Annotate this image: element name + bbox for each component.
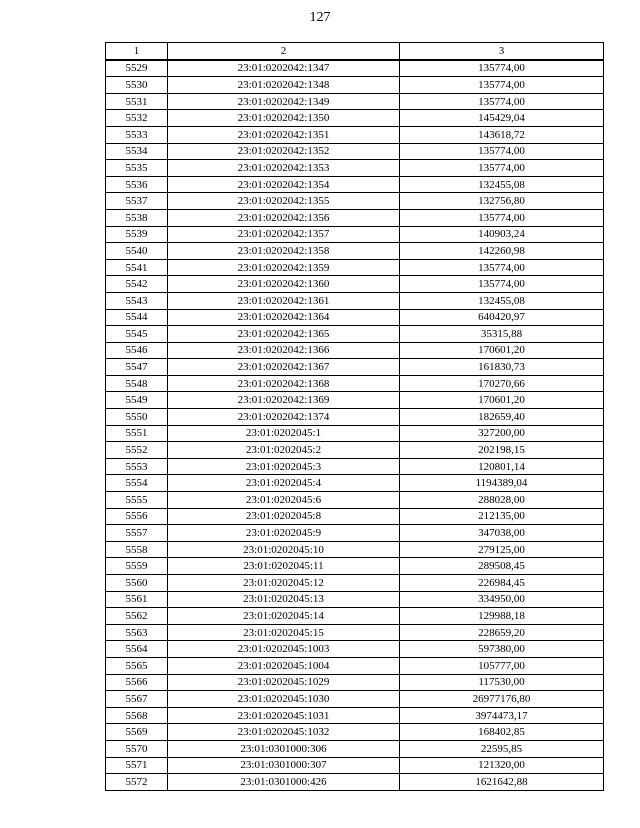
cadastral-value-cell: 135774,00 — [400, 276, 604, 293]
cadastral-value-cell: 170270,66 — [400, 375, 604, 392]
cadastral-value-cell: 289508,45 — [400, 558, 604, 575]
table-row — [106, 608, 604, 625]
row-number-cell: 5534 — [106, 143, 168, 160]
cadastral-value-cell: 132756,80 — [400, 193, 604, 210]
row-number-cell: 5544 — [106, 309, 168, 326]
cadastral-value-cell: 135774,00 — [400, 160, 604, 177]
cadastral-number-cell: 23:01:0202042:1357 — [168, 226, 400, 243]
table-row — [106, 475, 604, 492]
cadastral-value-cell: 145429,04 — [400, 110, 604, 127]
table-row — [106, 558, 604, 575]
cadastral-value-cell: 170601,20 — [400, 342, 604, 359]
cadastral-value-cell: 1194389,04 — [400, 475, 604, 492]
table-row — [106, 375, 604, 392]
table-row — [106, 525, 604, 542]
table-row — [106, 326, 604, 343]
table-header — [106, 43, 604, 60]
cadastral-number-cell: 23:01:0202042:1369 — [168, 392, 400, 409]
cadastral-value-cell: 640420,97 — [400, 309, 604, 326]
table-row — [106, 425, 604, 442]
cadastral-number-cell: 23:01:0301000:307 — [168, 757, 400, 774]
row-number-cell: 5549 — [106, 392, 168, 409]
cadastral-value-cell: 135774,00 — [400, 143, 604, 160]
table-row — [106, 359, 604, 376]
cadastral-value-cell: 182659,40 — [400, 409, 604, 426]
cadastral-value-cell: 202198,15 — [400, 442, 604, 459]
table-body — [106, 60, 604, 791]
cadastral-number-cell: 23:01:0202045:15 — [168, 624, 400, 641]
row-number-cell: 5531 — [106, 93, 168, 110]
table-row — [106, 209, 604, 226]
cadastral-number-cell: 23:01:0202042:1352 — [168, 143, 400, 160]
cadastral-value-cell: 161830,73 — [400, 359, 604, 376]
cadastral-value-cell: 135774,00 — [400, 93, 604, 110]
cadastral-number-cell: 23:01:0202045:6 — [168, 492, 400, 509]
row-number-cell: 5570 — [106, 740, 168, 757]
cadastral-number-cell: 23:01:0202045:1030 — [168, 691, 400, 708]
table-row — [106, 126, 604, 143]
table-row — [106, 508, 604, 525]
row-number-cell: 5560 — [106, 575, 168, 592]
table-row — [106, 591, 604, 608]
table-row — [106, 176, 604, 193]
cadastral-number-cell: 23:01:0202042:1356 — [168, 209, 400, 226]
table-row — [106, 392, 604, 409]
row-number-cell: 5553 — [106, 458, 168, 475]
row-number-cell: 5536 — [106, 176, 168, 193]
row-number-cell: 5541 — [106, 259, 168, 276]
cadastral-value-cell: 228659,20 — [400, 624, 604, 641]
row-number-cell: 5546 — [106, 342, 168, 359]
cadastral-number-cell: 23:01:0202042:1364 — [168, 309, 400, 326]
cadastral-number-cell: 23:01:0202045:11 — [168, 558, 400, 575]
row-number-cell: 5535 — [106, 160, 168, 177]
row-number-cell: 5547 — [106, 359, 168, 376]
cadastral-value-cell: 279125,00 — [400, 541, 604, 558]
column-header-2: 2 — [168, 43, 400, 60]
table-row — [106, 292, 604, 309]
row-number-cell: 5566 — [106, 674, 168, 691]
row-number-cell: 5550 — [106, 409, 168, 426]
table-row — [106, 492, 604, 509]
table-row — [106, 674, 604, 691]
table-row — [106, 575, 604, 592]
table-row — [106, 309, 604, 326]
row-number-cell: 5551 — [106, 425, 168, 442]
cadastral-number-cell: 23:01:0202042:1348 — [168, 77, 400, 94]
cadastral-number-cell: 23:01:0202045:1029 — [168, 674, 400, 691]
table-row — [106, 641, 604, 658]
table-row — [106, 624, 604, 641]
cadastral-value-cell: 135774,00 — [400, 60, 604, 77]
table-row — [106, 143, 604, 160]
table-row — [106, 226, 604, 243]
row-number-cell: 5558 — [106, 541, 168, 558]
row-number-cell: 5562 — [106, 608, 168, 625]
cadastral-value-cell: 117530,00 — [400, 674, 604, 691]
table-row — [106, 409, 604, 426]
row-number-cell: 5529 — [106, 60, 168, 77]
cadastral-number-cell: 23:01:0202045:14 — [168, 608, 400, 625]
cadastral-number-cell: 23:01:0202042:1351 — [168, 126, 400, 143]
row-number-cell: 5565 — [106, 657, 168, 674]
table-row — [106, 740, 604, 757]
cadastral-number-cell: 23:01:0202042:1361 — [168, 292, 400, 309]
page-number: 127 — [309, 10, 331, 25]
cadastral-number-cell: 23:01:0202045:1004 — [168, 657, 400, 674]
cadastral-value-cell: 212135,00 — [400, 508, 604, 525]
table-row — [106, 724, 604, 741]
cadastral-number-cell: 23:01:0202045:13 — [168, 591, 400, 608]
cadastral-value-cell: 120801,14 — [400, 458, 604, 475]
cadastral-number-cell: 23:01:0202045:9 — [168, 525, 400, 542]
row-number-cell: 5569 — [106, 724, 168, 741]
cadastral-number-cell: 23:01:0202042:1349 — [168, 93, 400, 110]
cadastral-value-cell: 35315,88 — [400, 326, 604, 343]
table-row — [106, 774, 604, 791]
cadastral-number-cell: 23:01:0202042:1367 — [168, 359, 400, 376]
cadastral-value-cell: 132455,08 — [400, 292, 604, 309]
cadastral-value-cell: 3974473,17 — [400, 707, 604, 724]
row-number-cell: 5530 — [106, 77, 168, 94]
cadastral-number-cell: 23:01:0202045:12 — [168, 575, 400, 592]
table-row — [106, 757, 604, 774]
row-number-cell: 5557 — [106, 525, 168, 542]
cadastral-number-cell: 23:01:0202045:1003 — [168, 641, 400, 658]
row-number-cell: 5561 — [106, 591, 168, 608]
cadastral-number-cell: 23:01:0202042:1353 — [168, 160, 400, 177]
table-row — [106, 259, 604, 276]
cadastral-value-table — [105, 42, 604, 791]
cadastral-number-cell: 23:01:0202042:1368 — [168, 375, 400, 392]
cadastral-value-cell: 288028,00 — [400, 492, 604, 509]
cadastral-value-cell: 347038,00 — [400, 525, 604, 542]
table-row — [106, 160, 604, 177]
cadastral-value-cell: 168402,85 — [400, 724, 604, 741]
cadastral-number-cell: 23:01:0202042:1374 — [168, 409, 400, 426]
table-row — [106, 243, 604, 260]
table-row — [106, 93, 604, 110]
row-number-cell: 5552 — [106, 442, 168, 459]
table-row — [106, 60, 604, 77]
row-number-cell: 5542 — [106, 276, 168, 293]
table-row — [106, 541, 604, 558]
table-row — [106, 276, 604, 293]
cadastral-value-cell: 26977176,80 — [400, 691, 604, 708]
cadastral-value-cell: 226984,45 — [400, 575, 604, 592]
column-header-3: 3 — [400, 43, 604, 60]
table-row — [106, 77, 604, 94]
cadastral-value-cell: 140903,24 — [400, 226, 604, 243]
table-header-row — [106, 43, 604, 60]
cadastral-number-cell: 23:01:0202045:1 — [168, 425, 400, 442]
cadastral-value-cell: 132455,08 — [400, 176, 604, 193]
table-row — [106, 442, 604, 459]
cadastral-value-cell: 142260,98 — [400, 243, 604, 260]
table-row — [106, 458, 604, 475]
row-number-cell: 5564 — [106, 641, 168, 658]
row-number-cell: 5559 — [106, 558, 168, 575]
cadastral-number-cell: 23:01:0301000:426 — [168, 774, 400, 791]
cadastral-number-cell: 23:01:0202045:4 — [168, 475, 400, 492]
cadastral-value-cell: 135774,00 — [400, 259, 604, 276]
row-number-cell: 5568 — [106, 707, 168, 724]
cadastral-number-cell: 23:01:0202042:1355 — [168, 193, 400, 210]
table-row — [106, 691, 604, 708]
row-number-cell: 5537 — [106, 193, 168, 210]
row-number-cell: 5545 — [106, 326, 168, 343]
cadastral-number-cell: 23:01:0202045:8 — [168, 508, 400, 525]
cadastral-number-cell: 23:01:0202045:10 — [168, 541, 400, 558]
table-row — [106, 342, 604, 359]
cadastral-value-cell: 129988,18 — [400, 608, 604, 625]
row-number-cell: 5555 — [106, 492, 168, 509]
row-number-cell: 5556 — [106, 508, 168, 525]
table-row — [106, 707, 604, 724]
cadastral-number-cell: 23:01:0202042:1366 — [168, 342, 400, 359]
cadastral-number-cell: 23:01:0202042:1347 — [168, 60, 400, 77]
table-row — [106, 657, 604, 674]
cadastral-value-cell: 170601,20 — [400, 392, 604, 409]
cadastral-number-cell: 23:01:0202042:1358 — [168, 243, 400, 260]
row-number-cell: 5539 — [106, 226, 168, 243]
cadastral-number-cell: 23:01:0202042:1354 — [168, 176, 400, 193]
row-number-cell: 5572 — [106, 774, 168, 791]
cadastral-value-cell: 135774,00 — [400, 77, 604, 94]
cadastral-number-cell: 23:01:0202042:1360 — [168, 276, 400, 293]
column-header-1: 1 — [106, 43, 168, 60]
cadastral-number-cell: 23:01:0202045:1031 — [168, 707, 400, 724]
cadastral-number-cell: 23:01:0202042:1350 — [168, 110, 400, 127]
row-number-cell: 5567 — [106, 691, 168, 708]
table-row — [106, 193, 604, 210]
cadastral-value-cell: 105777,00 — [400, 657, 604, 674]
row-number-cell: 5554 — [106, 475, 168, 492]
cadastral-number-cell: 23:01:0202045:2 — [168, 442, 400, 459]
cadastral-value-cell: 597380,00 — [400, 641, 604, 658]
row-number-cell: 5563 — [106, 624, 168, 641]
cadastral-value-cell: 334950,00 — [400, 591, 604, 608]
cadastral-number-cell: 23:01:0202042:1359 — [168, 259, 400, 276]
row-number-cell: 5532 — [106, 110, 168, 127]
cadastral-value-cell: 121320,00 — [400, 757, 604, 774]
row-number-cell: 5540 — [106, 243, 168, 260]
row-number-cell: 5538 — [106, 209, 168, 226]
cadastral-value-cell: 22595,85 — [400, 740, 604, 757]
row-number-cell: 5533 — [106, 126, 168, 143]
table-row — [106, 110, 604, 127]
row-number-cell: 5548 — [106, 375, 168, 392]
cadastral-value-cell: 1621642,88 — [400, 774, 604, 791]
cadastral-value-cell: 143618,72 — [400, 126, 604, 143]
row-number-cell: 5543 — [106, 292, 168, 309]
row-number-cell: 5571 — [106, 757, 168, 774]
cadastral-number-cell: 23:01:0202042:1365 — [168, 326, 400, 343]
cadastral-number-cell: 23:01:0202045:1032 — [168, 724, 400, 741]
cadastral-value-cell: 327200,00 — [400, 425, 604, 442]
cadastral-number-cell: 23:01:0301000:306 — [168, 740, 400, 757]
cadastral-number-cell: 23:01:0202045:3 — [168, 458, 400, 475]
cadastral-value-cell: 135774,00 — [400, 209, 604, 226]
